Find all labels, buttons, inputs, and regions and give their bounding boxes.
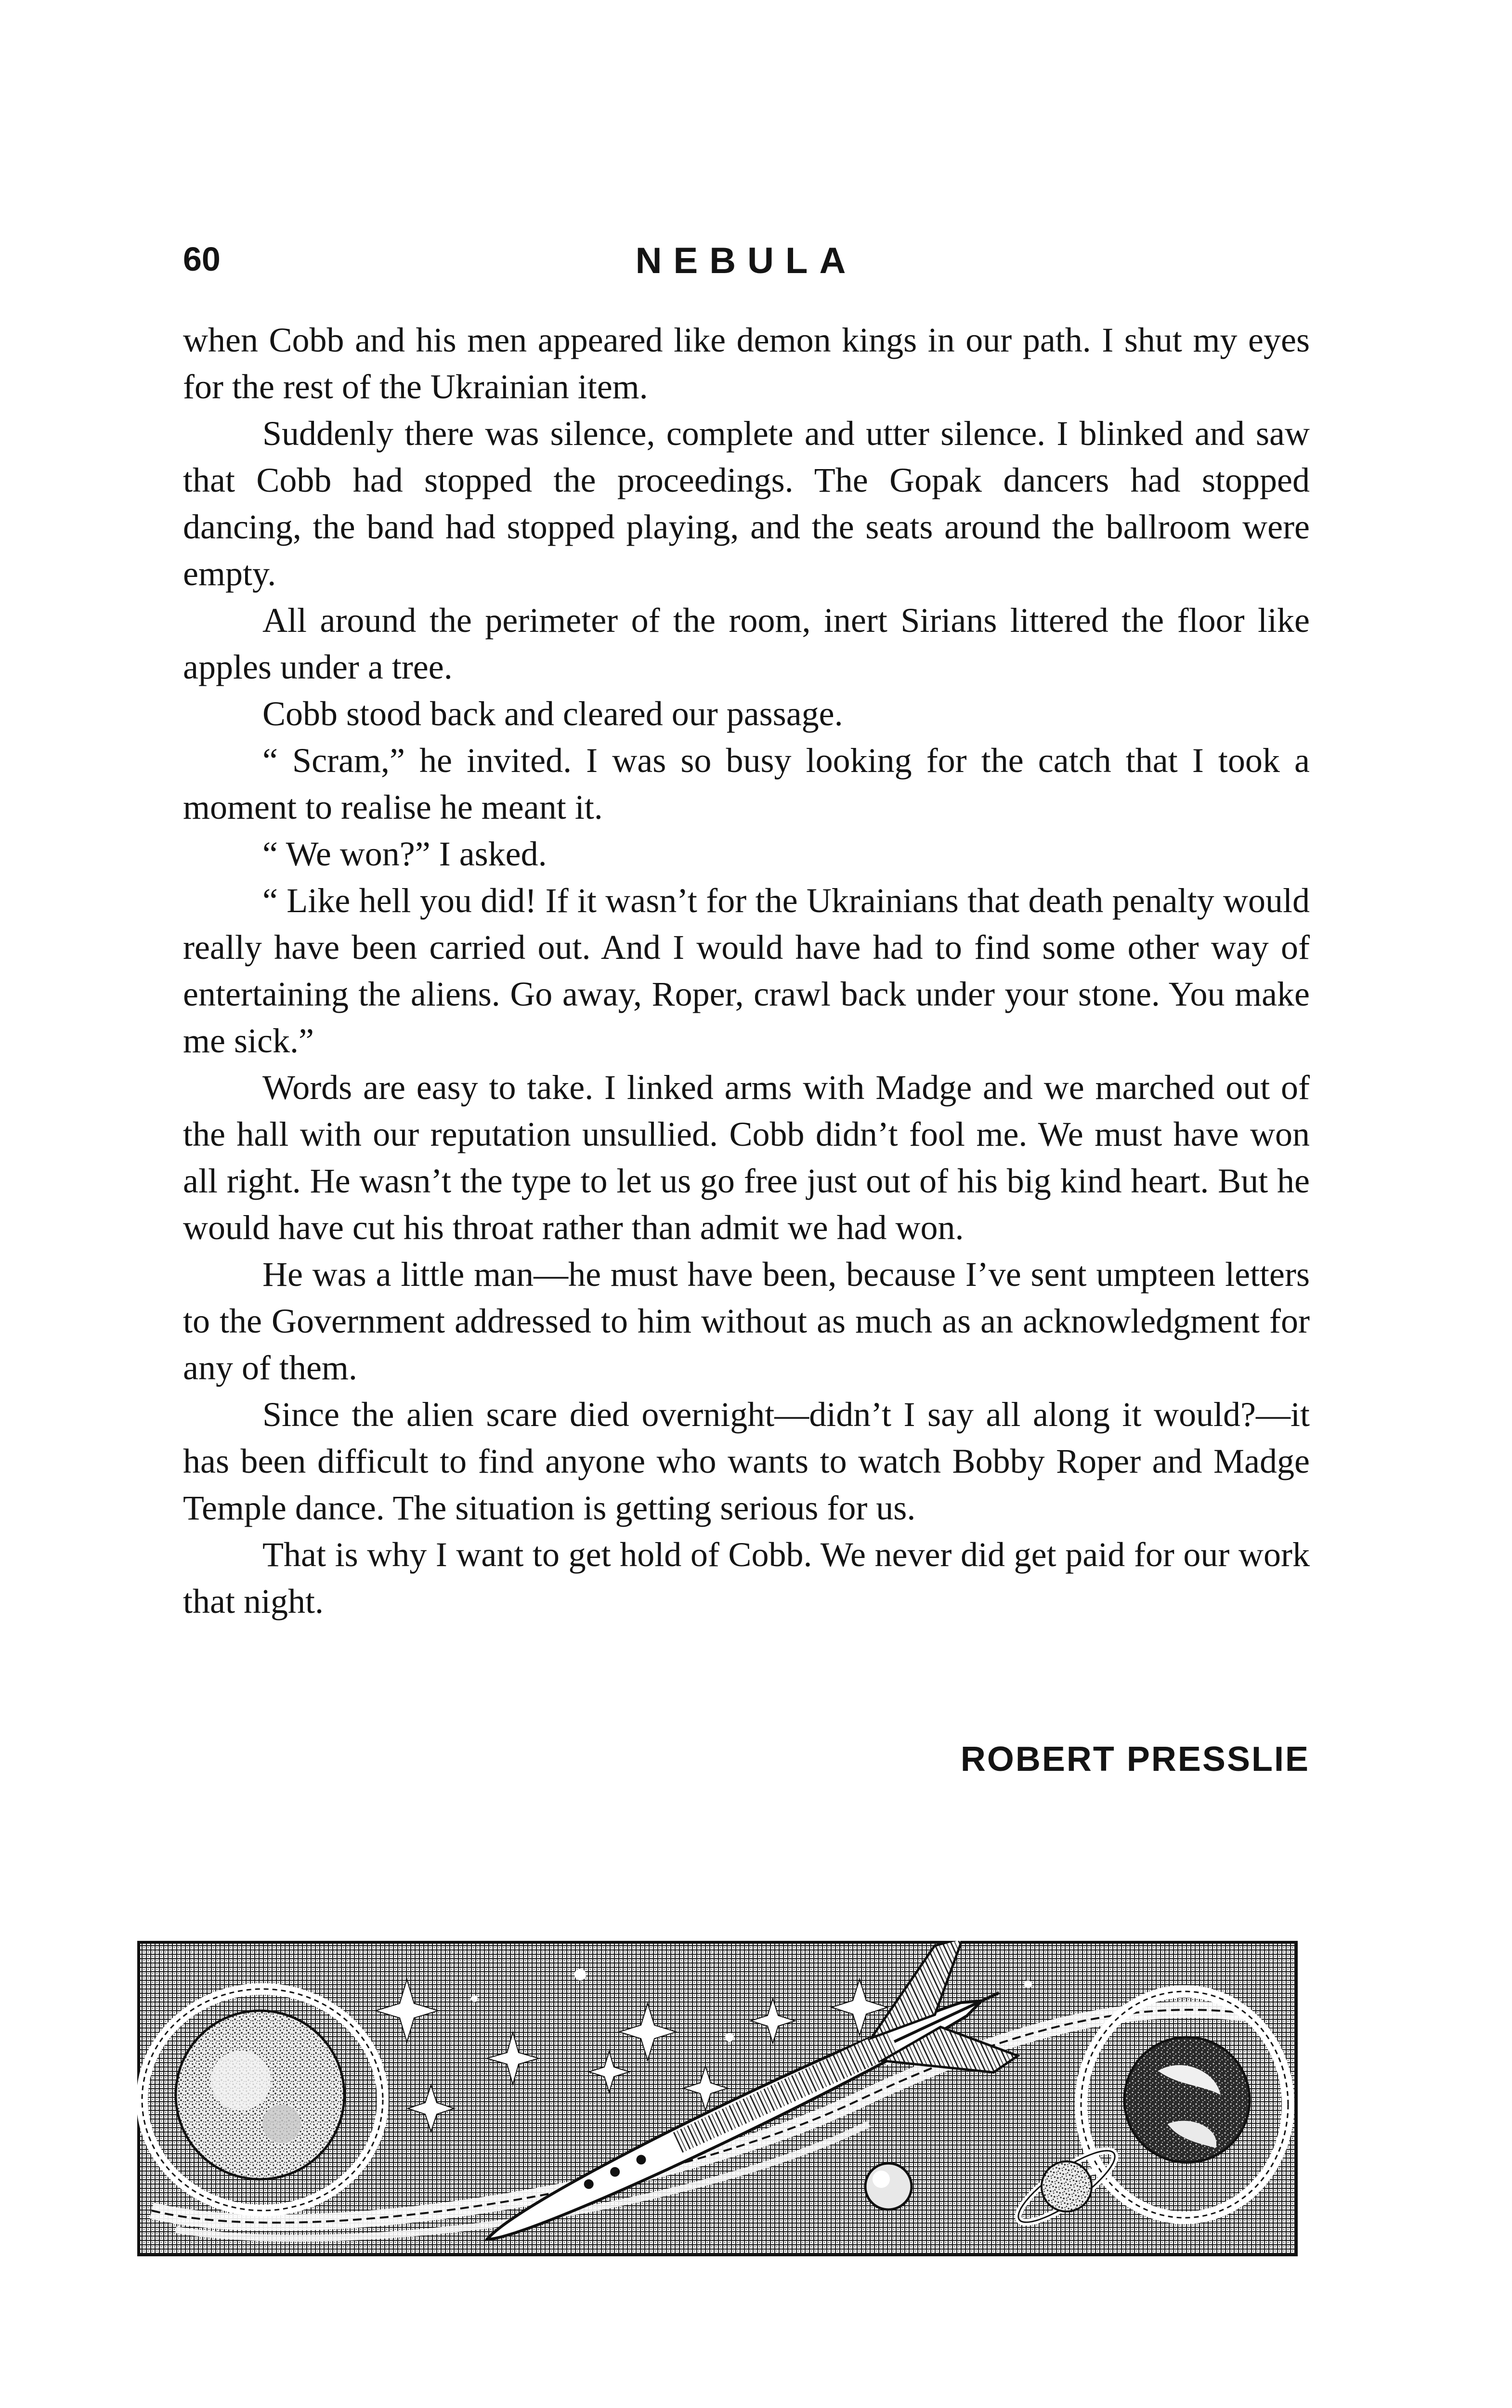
story-text [183,317,1310,1625]
paragraph: “ Scram,” he invited. I was so busy looking for the catch that I took a moment to realise he meant it. [183,741,1310,826]
page-header [183,240,1310,288]
paragraph: All around the perimeter of the room, inert Sirians littered the floor like apples under a tree. [183,601,1310,686]
author-byline: ROBERT PRESSLIE [960,1740,1310,1779]
paragraph: Words are easy to take. I linked arms with Madge and we marched out of the hall with our reputation unsullied. Cobb didn’t fool me. We must have won all right. He wasn’t the type to let us go free just out of his big kind heart. But he would have cut his throat rather than admit we had won. [183,1068,1310,1247]
paragraph: That is why I want to get hold of Cobb. We never did get paid for our work that night. [183,1535,1310,1621]
paragraph: “ Like hell you did! If it wasn’t for the Ukrainians that death penalty would really have been carried out. And I would have had to find some other way of entertaining the aliens. Go away, Roper, crawl back under your stone. You make me sick.” [183,881,1310,1060]
paragraph: when Cobb and his men appeared like demon kings in our path. I shut my eyes for the rest of the Ukrainian item. [183,321,1310,406]
page-number: 60 [183,240,221,278]
paragraph: Suddenly there was silence, complete and utter silence. I blinked and saw that Cobb had stopped the proceedings. The Gopak dancers had stopped dancing, the band had stopped playing, and the seats around the ballroom were empty. [183,414,1310,593]
magazine-title: NEBULA [635,240,858,281]
paragraph: Since the alien scare died overnight—didn’t I say all along it would?—it has been difficult to find anyone who wants to watch Bobby Roper and Madge Temple dance. The situation is getting serious for us. [183,1395,1310,1527]
space-rocket-illustration [137,1941,1298,2256]
paragraph: “ We won?” I asked. [262,835,547,873]
paragraph: He was a little man—he must have been, because I’ve sent umpteen letters to the Government addressed to him without as much as an acknowledgment for any of them. [183,1255,1310,1387]
paragraph: Cobb stood back and cleared our passage. [262,694,843,733]
